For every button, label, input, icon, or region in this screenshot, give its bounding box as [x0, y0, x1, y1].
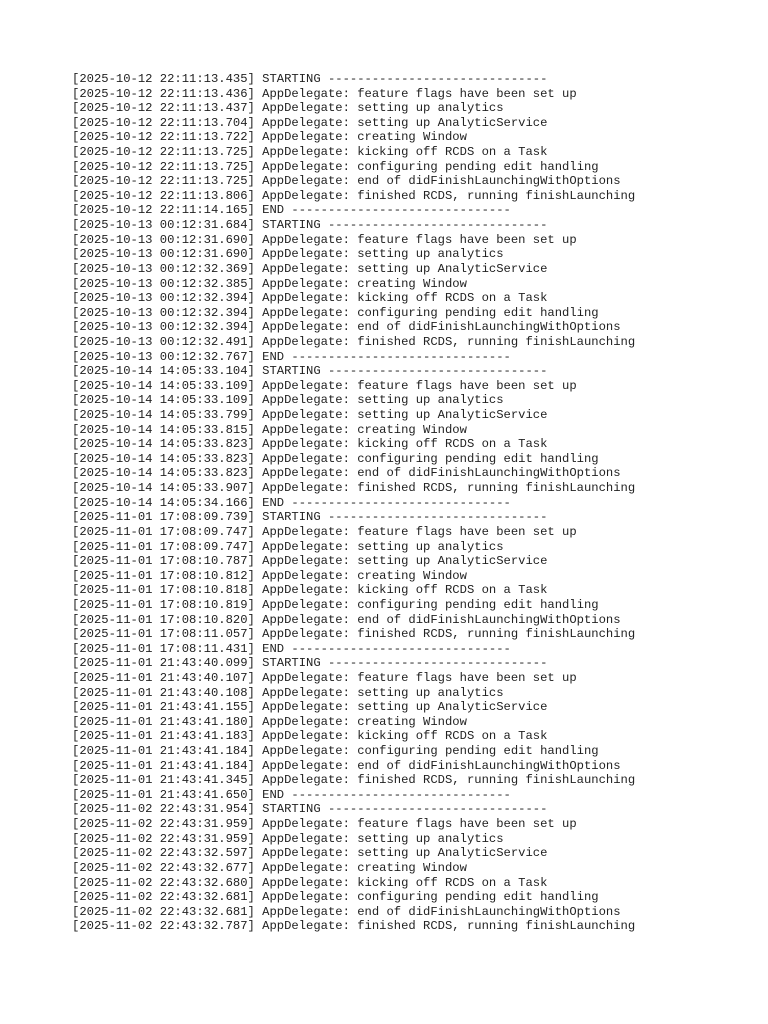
log-line: [2025-11-02 22:43:32.597] AppDelegate: setting up AnalyticService	[72, 846, 548, 861]
log-line: [2025-11-01 17:08:10.812] AppDelegate: creating Window	[72, 568, 467, 583]
log-line: [2025-10-12 22:11:13.437] AppDelegate: setting up analytics	[72, 101, 504, 116]
log-line: [2025-11-01 21:43:41.180] AppDelegate: creating Window	[72, 714, 467, 729]
log-line: [2025-10-14 14:05:33.104] STARTING ------------------------------	[72, 364, 548, 379]
log-line: [2025-10-13 00:12:32.369] AppDelegate: setting up AnalyticService	[72, 261, 548, 276]
log-line: [2025-11-01 17:08:09.739] STARTING ------------------------------	[72, 510, 548, 525]
log-output	[72, 72, 712, 934]
log-line: [2025-10-14 14:05:33.823] AppDelegate: end of didFinishLaunchingWithOptions	[72, 466, 621, 481]
log-line: [2025-11-01 21:43:40.099] STARTING ------------------------------	[72, 656, 548, 671]
log-line: [2025-11-01 17:08:09.747] AppDelegate: feature flags have been set up	[72, 524, 577, 539]
log-line: [2025-10-12 22:11:13.725] AppDelegate: end of didFinishLaunchingWithOptions	[72, 174, 621, 189]
log-line: [2025-10-12 22:11:13.806] AppDelegate: finished RCDS, running finishLaunching	[72, 188, 636, 203]
log-line: [2025-10-14 14:05:33.799] AppDelegate: setting up AnalyticService	[72, 408, 548, 423]
log-line: [2025-11-02 22:43:32.680] AppDelegate: kicking off RCDS on a Task	[72, 875, 548, 890]
log-line: [2025-11-02 22:43:32.681] AppDelegate: end of didFinishLaunchingWithOptions	[72, 904, 621, 919]
log-line: [2025-11-01 21:43:41.155] AppDelegate: setting up AnalyticService	[72, 700, 548, 715]
log-line: [2025-11-01 21:43:41.184] AppDelegate: configuring pending edit handling	[72, 744, 599, 759]
log-line: [2025-10-13 00:12:32.394] AppDelegate: configuring pending edit handling	[72, 305, 599, 320]
log-line: [2025-11-01 17:08:10.787] AppDelegate: setting up AnalyticService	[72, 554, 548, 569]
log-line: [2025-10-14 14:05:33.823] AppDelegate: kicking off RCDS on a Task	[72, 437, 548, 452]
log-line: [2025-11-01 17:08:09.747] AppDelegate: setting up analytics	[72, 539, 504, 554]
log-line: [2025-10-14 14:05:33.907] AppDelegate: finished RCDS, running finishLaunching	[72, 481, 636, 496]
log-line: [2025-10-12 22:11:13.725] AppDelegate: configuring pending edit handling	[72, 159, 599, 174]
log-line: [2025-10-14 14:05:33.823] AppDelegate: configuring pending edit handling	[72, 451, 599, 466]
log-line: [2025-11-02 22:43:32.681] AppDelegate: configuring pending edit handling	[72, 890, 599, 905]
log-line: [2025-11-01 21:43:41.345] AppDelegate: finished RCDS, running finishLaunching	[72, 773, 636, 788]
log-line: [2025-10-13 00:12:32.385] AppDelegate: creating Window	[72, 276, 467, 291]
log-line: [2025-10-12 22:11:13.435] STARTING ------------------------------	[72, 72, 548, 86]
log-line: [2025-10-13 00:12:32.394] AppDelegate: end of didFinishLaunchingWithOptions	[72, 320, 621, 335]
log-line: [2025-10-12 22:11:13.725] AppDelegate: kicking off RCDS on a Task	[72, 145, 548, 160]
log-line: [2025-10-12 22:11:13.722] AppDelegate: creating Window	[72, 130, 467, 145]
log-line: [2025-11-01 17:08:10.819] AppDelegate: configuring pending edit handling	[72, 597, 599, 612]
log-line: [2025-10-12 22:11:13.436] AppDelegate: feature flags have been set up	[72, 86, 577, 101]
log-line: [2025-11-01 21:43:40.107] AppDelegate: feature flags have been set up	[72, 670, 577, 685]
log-line: [2025-11-01 17:08:11.057] AppDelegate: finished RCDS, running finishLaunching	[72, 627, 636, 642]
log-line: [2025-10-14 14:05:33.109] AppDelegate: setting up analytics	[72, 393, 504, 408]
log-line: [2025-10-13 00:12:32.767] END ------------------------------	[72, 349, 511, 364]
log-line: [2025-11-01 21:43:41.650] END ------------------------------	[72, 787, 511, 802]
log-line: [2025-11-02 22:43:31.959] AppDelegate: setting up analytics	[72, 831, 504, 846]
log-line: [2025-10-12 22:11:14.165] END ------------------------------	[72, 203, 511, 218]
log-line: [2025-11-01 21:43:41.183] AppDelegate: kicking off RCDS on a Task	[72, 729, 548, 744]
log-line: [2025-11-02 22:43:32.677] AppDelegate: creating Window	[72, 860, 467, 875]
log-line: [2025-11-01 17:08:10.818] AppDelegate: kicking off RCDS on a Task	[72, 583, 548, 598]
log-line: [2025-10-13 00:12:31.690] AppDelegate: feature flags have been set up	[72, 232, 577, 247]
log-line: [2025-11-01 17:08:11.431] END ------------------------------	[72, 641, 511, 656]
log-line: [2025-10-14 14:05:33.109] AppDelegate: feature flags have been set up	[72, 378, 577, 393]
log-line: [2025-10-13 00:12:32.394] AppDelegate: kicking off RCDS on a Task	[72, 291, 548, 306]
log-line: [2025-11-01 21:43:41.184] AppDelegate: end of didFinishLaunchingWithOptions	[72, 758, 621, 773]
log-line: [2025-10-13 00:12:31.684] STARTING ------------------------------	[72, 218, 548, 233]
log-line: [2025-10-14 14:05:33.815] AppDelegate: creating Window	[72, 422, 467, 437]
log-line: [2025-10-12 22:11:13.704] AppDelegate: setting up AnalyticService	[72, 115, 548, 130]
log-line: [2025-11-02 22:43:32.787] AppDelegate: finished RCDS, running finishLaunching	[72, 919, 636, 934]
log-line: [2025-10-14 14:05:34.166] END ------------------------------	[72, 495, 511, 510]
log-line: [2025-11-01 17:08:10.820] AppDelegate: end of didFinishLaunchingWithOptions	[72, 612, 621, 627]
log-line: [2025-11-02 22:43:31.954] STARTING ------------------------------	[72, 802, 548, 817]
log-line: [2025-11-02 22:43:31.959] AppDelegate: feature flags have been set up	[72, 817, 577, 832]
log-line: [2025-10-13 00:12:32.491] AppDelegate: finished RCDS, running finishLaunching	[72, 334, 636, 349]
log-line: [2025-11-01 21:43:40.108] AppDelegate: setting up analytics	[72, 685, 504, 700]
log-line: [2025-10-13 00:12:31.690] AppDelegate: setting up analytics	[72, 247, 504, 262]
